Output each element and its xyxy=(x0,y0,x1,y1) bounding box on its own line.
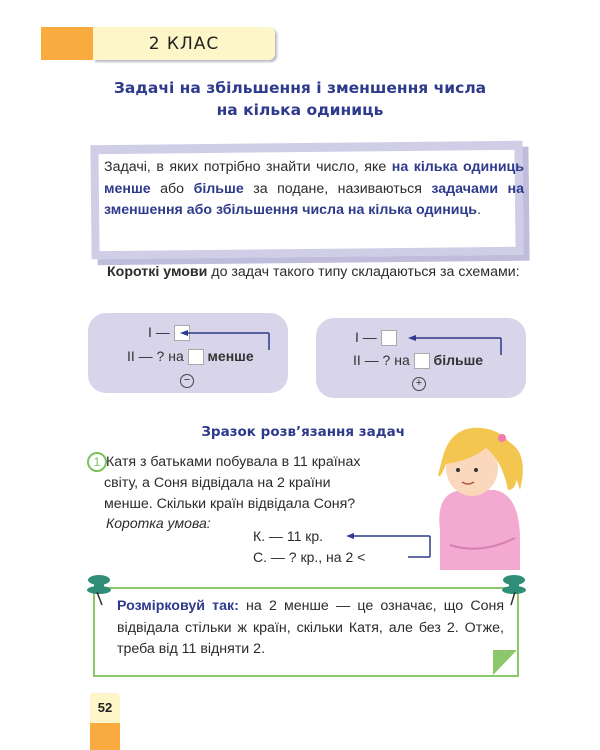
example-heading: Зразок розв’язання задач xyxy=(201,424,405,440)
grade-label: 2 КЛАС xyxy=(93,27,275,60)
rule-text-part: Задачі, в яких потрібно знайти число, яке xyxy=(104,159,392,175)
rule-text-part: або xyxy=(150,180,194,197)
task-number-badge: 1 xyxy=(87,452,107,472)
condition-line-1: К. — 11 кр. xyxy=(253,528,324,544)
minus-circle-icon: − xyxy=(180,370,194,388)
short-condition-label: Коротка умова: xyxy=(106,515,211,531)
intro-bold: Короткі умови xyxy=(107,264,208,280)
girl-illustration xyxy=(420,420,530,570)
intro-text: до задач такого типу складаються за схемами: xyxy=(207,264,520,280)
scheme-label: I — xyxy=(355,329,377,345)
reasoning-body: на 2 менше — це означає, що Соня відвідала стільки ж країн, скільки Катя, але без 2. Отже, треба від 11 відняти 2. xyxy=(117,598,504,657)
scheme-word: більше xyxy=(433,352,484,368)
scheme-increase-row2 xyxy=(353,352,483,369)
pushpin-icon xyxy=(85,572,113,606)
blank-box xyxy=(414,353,430,369)
page-number-accent xyxy=(90,723,120,750)
scheme-increase-row1 xyxy=(355,329,397,346)
title-line-1: Задачі на збільшення і зменшення числа xyxy=(113,79,487,97)
scheme-label: II — ? на xyxy=(127,348,184,364)
task-line-2: світу, а Соня відвідала на 2 країни xyxy=(104,475,331,491)
task-line-3: менше. Скільки країн відвідала Соня? xyxy=(104,496,356,512)
rule-text-highlight: задачами на зменшення або збільшення числа на кілька одиниць xyxy=(104,180,524,218)
blank-box xyxy=(188,349,204,365)
rule-text-highlight: на кілька одиниць менше xyxy=(104,159,524,197)
page-number: 52 xyxy=(90,693,120,723)
condition-line-2: С. — ? кр., на 2 < xyxy=(253,549,366,565)
blank-box xyxy=(381,330,397,346)
page-title xyxy=(0,77,600,121)
task-line-1: Катя з батьками побувала в 11 країнах xyxy=(106,454,361,470)
reasoning-text xyxy=(117,596,504,661)
rule-text-part: за подане, називаються xyxy=(243,180,432,197)
rule-text-highlight: більше xyxy=(193,180,244,197)
rule-box-text xyxy=(104,157,524,222)
scheme-decrease-row2 xyxy=(127,348,254,365)
scheme-word: менше xyxy=(207,348,254,364)
intro-paragraph xyxy=(85,262,525,283)
plus-circle-icon: + xyxy=(412,373,426,391)
rule-text-part: . xyxy=(476,202,481,218)
title-line-2: на кілька одиниць xyxy=(216,101,384,119)
reasoning-label: Розмірковуй так: xyxy=(117,598,239,614)
scheme-label: I — xyxy=(148,324,170,340)
grade-tab-accent xyxy=(41,27,93,60)
scheme-label: II — ? на xyxy=(353,352,410,368)
pushpin-icon xyxy=(500,572,528,606)
